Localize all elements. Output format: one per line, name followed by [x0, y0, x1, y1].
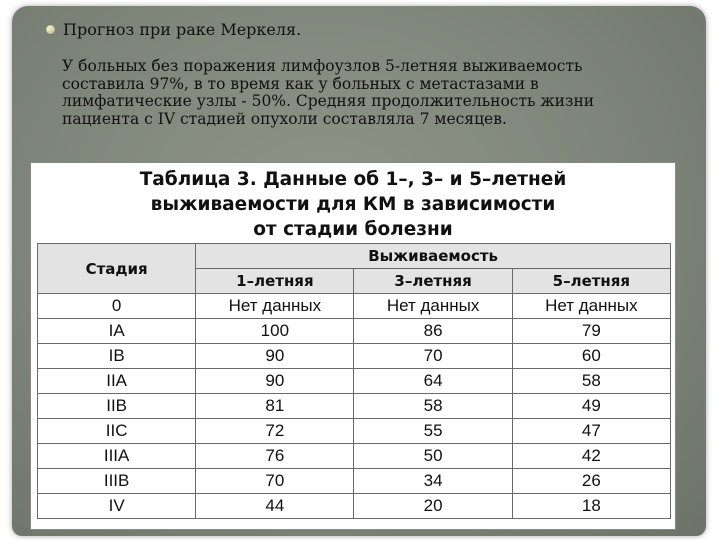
table-row [38, 344, 671, 369]
three-year-cell: 70 [354, 344, 512, 369]
five-year-header: 5–летняя [512, 269, 670, 294]
table-row [38, 419, 671, 444]
five-year-cell: 18 [512, 494, 670, 519]
paragraph-line: пациента с IV стадией опухоли составляла 7 месяцев. [62, 109, 507, 128]
five-year-cell: 47 [512, 419, 670, 444]
stage-cell: IIB [38, 394, 196, 419]
stage-cell: IV [38, 494, 196, 519]
one-year-cell: 70 [196, 469, 354, 494]
three-year-cell: 20 [354, 494, 512, 519]
one-year-cell: 90 [196, 369, 354, 394]
five-year-cell: 49 [512, 394, 670, 419]
table-row [38, 469, 671, 494]
summary-paragraph [62, 58, 672, 128]
three-year-cell: 86 [354, 319, 512, 344]
three-year-cell: 34 [354, 469, 512, 494]
three-year-cell: 50 [354, 444, 512, 469]
one-year-cell: Нет данных [196, 294, 354, 319]
table-row [38, 394, 671, 419]
bullet-icon [46, 25, 55, 34]
one-year-cell: 100 [196, 319, 354, 344]
one-year-cell: 72 [196, 419, 354, 444]
three-year-cell: 64 [354, 369, 512, 394]
stage-cell: IIA [38, 369, 196, 394]
stage-cell: IIC [38, 419, 196, 444]
survival-table [37, 243, 671, 519]
stage-cell: IB [38, 344, 196, 369]
table-row [38, 444, 671, 469]
three-year-header: 3–летняя [354, 269, 512, 294]
stage-cell: IIIB [38, 469, 196, 494]
three-year-cell: 58 [354, 394, 512, 419]
five-year-cell: Нет данных [512, 294, 670, 319]
stage-cell: IA [38, 319, 196, 344]
table-title-line: от стадии болезни [253, 219, 453, 240]
five-year-cell: 42 [512, 444, 670, 469]
three-year-cell: 55 [354, 419, 512, 444]
one-year-cell: 90 [196, 344, 354, 369]
five-year-cell: 58 [512, 369, 670, 394]
table-body [38, 294, 671, 519]
paragraph-line: У больных без поражения лимфоузлов 5-летняя выживаемость [62, 57, 583, 75]
table-title [35, 167, 671, 247]
stage-cell: 0 [38, 294, 196, 319]
table-row [38, 294, 671, 319]
survival-column-header: Выживаемость [196, 244, 671, 269]
table-row [38, 369, 671, 394]
paragraph-line: лимфатические узлы - 50%. Средняя продолжительность жизни [62, 92, 595, 110]
stage-cell: IIIA [38, 444, 196, 469]
one-year-cell: 76 [196, 444, 354, 469]
five-year-cell: 60 [512, 344, 670, 369]
three-year-cell: Нет данных [354, 294, 512, 319]
heading-line [46, 20, 301, 39]
table-title-line: Таблица 3. Данные об 1–, 3– и 5–летней [139, 169, 567, 190]
one-year-header: 1–летняя [196, 269, 354, 294]
five-year-cell: 79 [512, 319, 670, 344]
table-row [38, 494, 671, 519]
stage-column-header: Стадия [38, 244, 196, 294]
slide-heading: Прогноз при раке Меркеля. [63, 20, 302, 39]
survival-table-image [30, 162, 676, 530]
paragraph-line: составила 97%, в то время как у больных с метастазами в [62, 74, 539, 93]
one-year-cell: 44 [196, 494, 354, 519]
table-row [38, 319, 671, 344]
five-year-cell: 26 [512, 469, 670, 494]
one-year-cell: 81 [196, 394, 354, 419]
table-title-line: выживаемости для КМ в зависимости [150, 194, 556, 215]
